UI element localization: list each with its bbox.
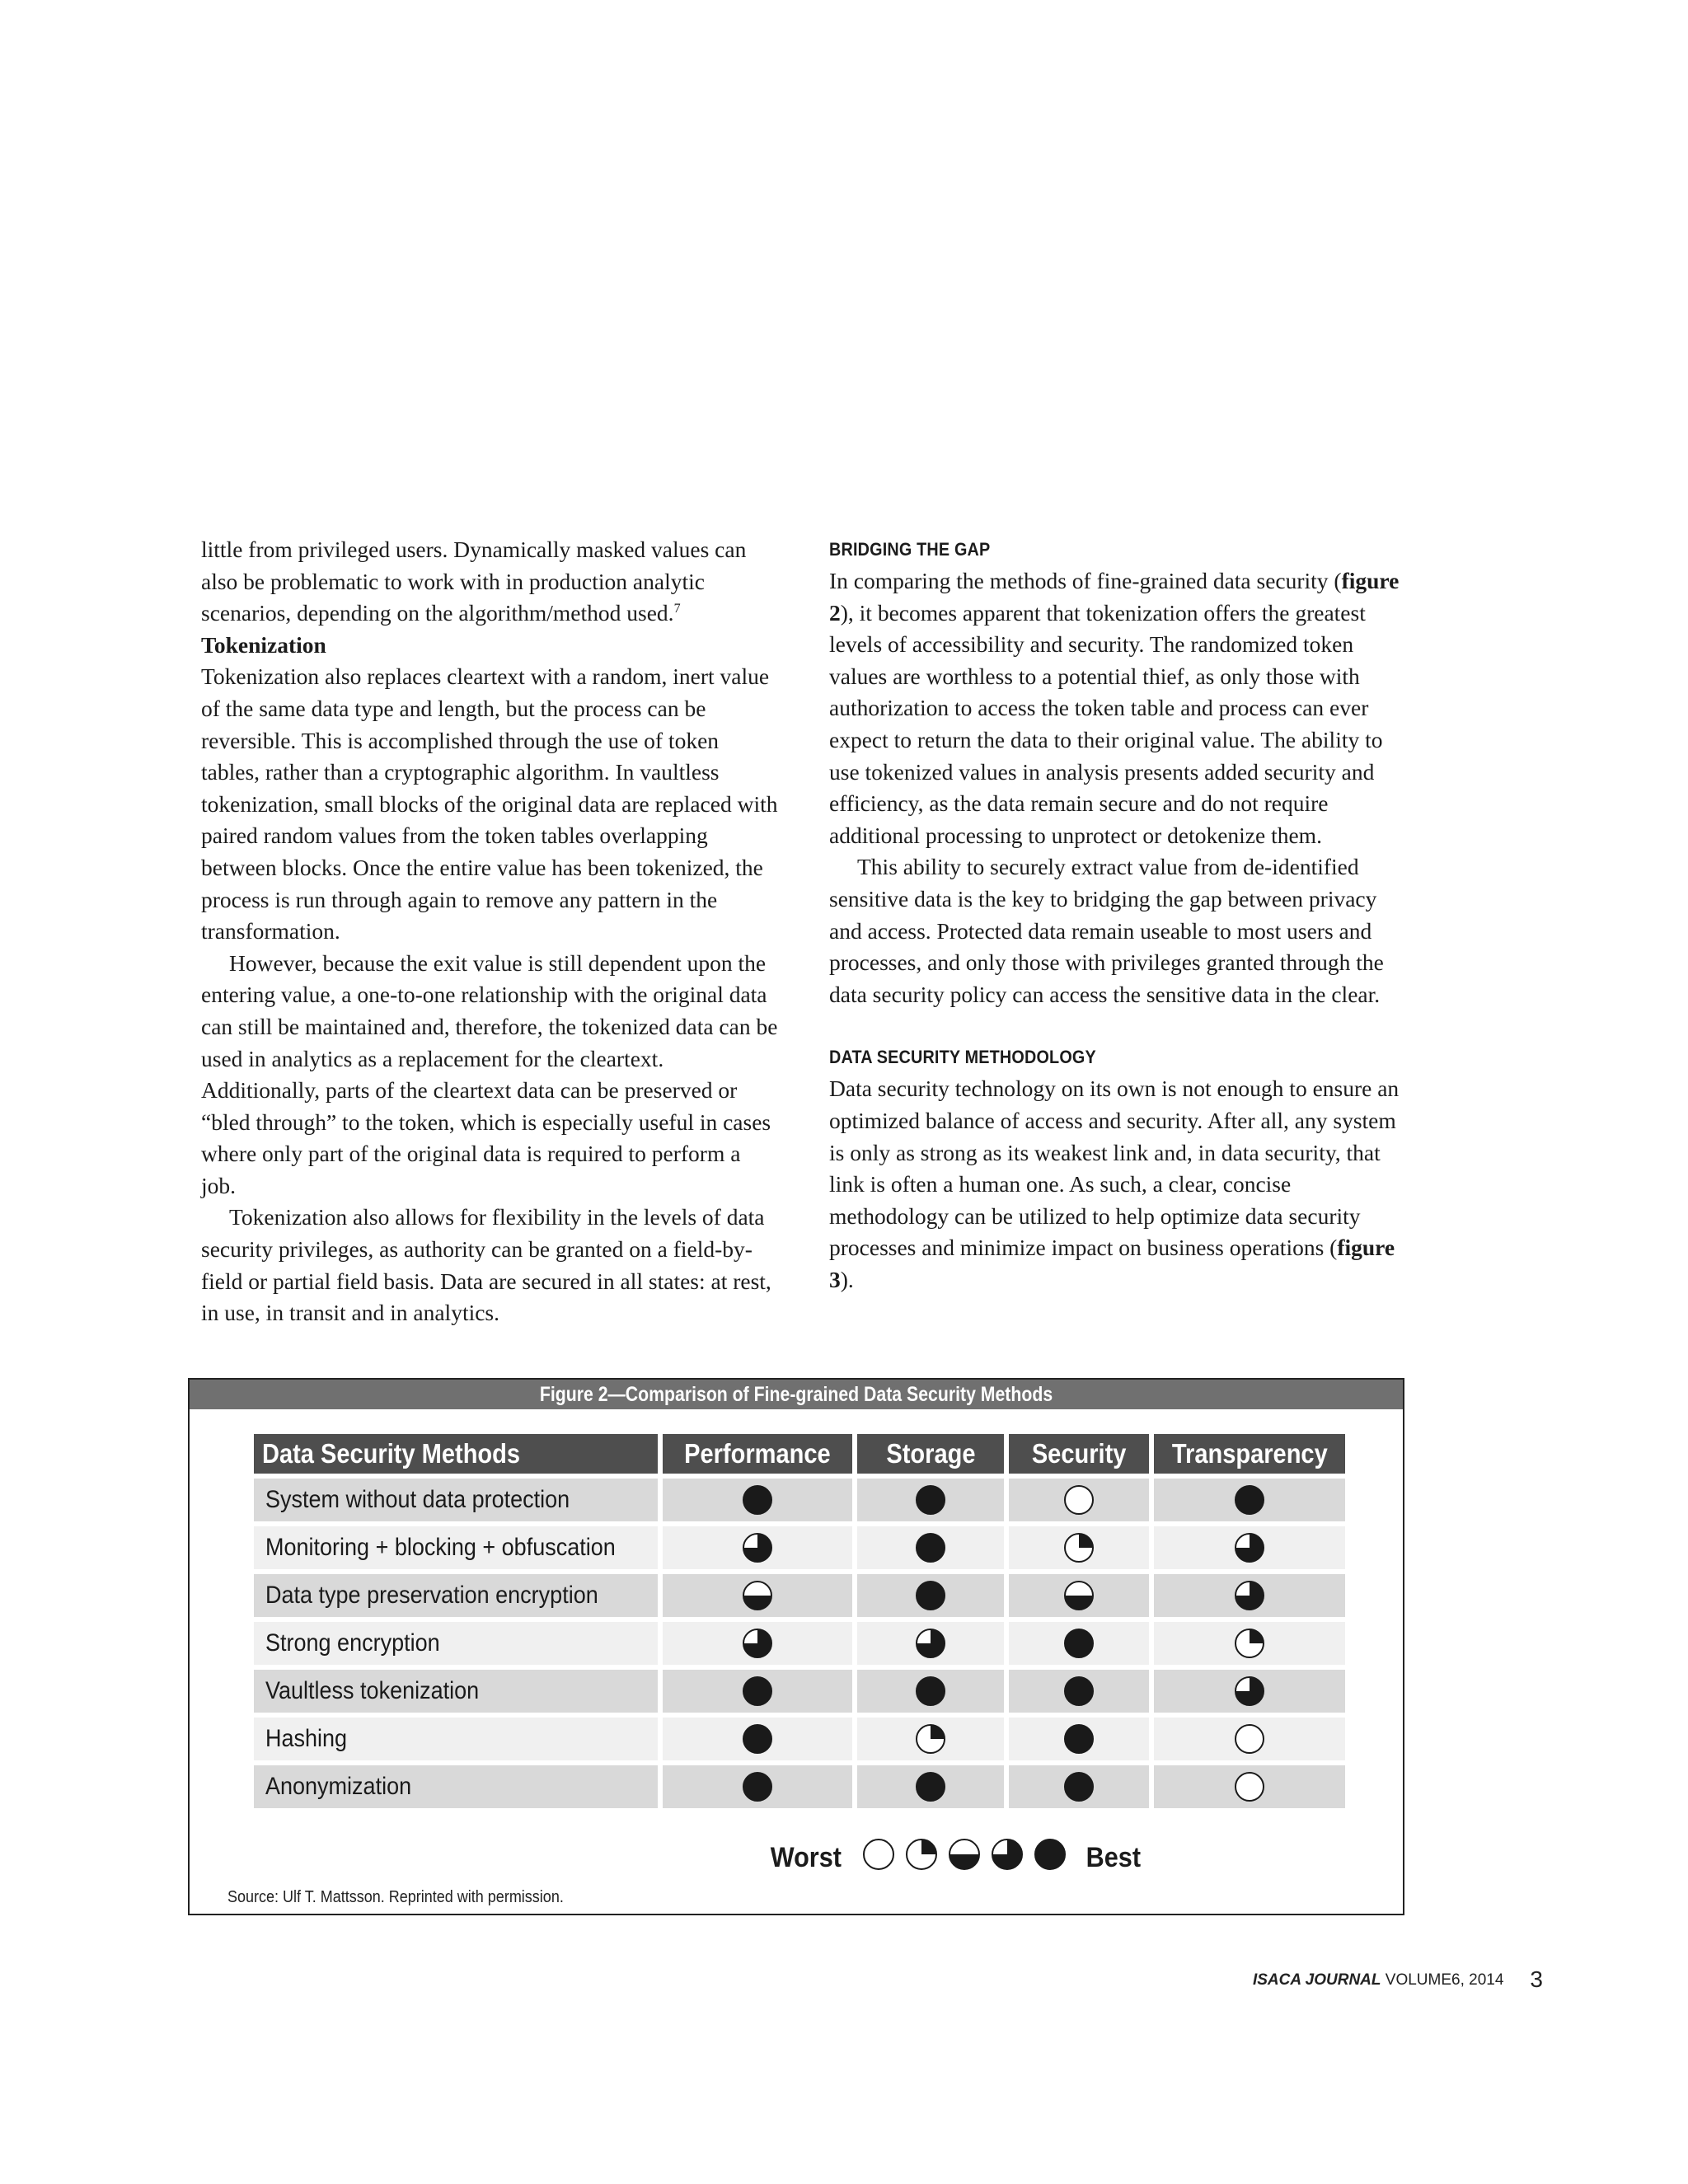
rating-cell — [663, 1479, 852, 1521]
harvey-ball-icon — [1234, 1580, 1265, 1611]
harvey-ball-icon — [915, 1771, 946, 1802]
rating-cell — [1154, 1622, 1345, 1665]
column-header: Data Security Methods — [254, 1434, 658, 1474]
harvey-ball-icon — [742, 1723, 773, 1755]
harvey-ball-icon — [1063, 1580, 1095, 1611]
rating-cell — [1154, 1765, 1345, 1808]
rating-cell — [1009, 1526, 1149, 1569]
row-label: Anonymization — [254, 1765, 658, 1808]
rating-cell — [857, 1622, 1004, 1665]
harvey-ball-icon — [1234, 1723, 1265, 1755]
rating-legend — [767, 1838, 1143, 1878]
harvey-ball-icon — [1063, 1723, 1095, 1755]
paragraph: little from privileged users. Dynamically masked values can also be problematic to work with in production analytic scenarios, depending on the algorithm/method used.$^7$ — [201, 537, 747, 626]
row-label: Vaultless tokenization — [254, 1670, 658, 1713]
harvey-ball-icon — [991, 1838, 1024, 1871]
harvey-ball-icon — [1234, 1675, 1265, 1707]
rating-cell — [663, 1574, 852, 1617]
paragraph: Tokenization also allows for flexibility in the levels of data security privileges, as authority can be granted on a field-by-field or partial field basis. Data are secured in all states: at rest, in use, in transit and in analytics. — [201, 1204, 771, 1326]
harvey-ball-icon — [742, 1628, 773, 1659]
rating-cell — [1009, 1574, 1149, 1617]
subhead-tokenization: Tokenization — [201, 631, 326, 658]
rating-cell — [857, 1718, 1004, 1760]
page-number: 3 — [1530, 1966, 1543, 1992]
page-footer — [1253, 1966, 1543, 1993]
harvey-ball-icon — [1234, 1628, 1265, 1659]
right-column — [829, 534, 1414, 1296]
harvey-ball-icon — [1063, 1484, 1095, 1516]
paragraph: Data security technology on its own is not enough to ensure an optimized balance of access and security. After all, any system is only as strong as its weakest link and, in data security, that link is often a human one. As such, a clear, concise methodology can be utilized to help optimize data security processes and minimize impact on business operations (figure 3). — [829, 1076, 1400, 1292]
rating-cell — [1009, 1718, 1149, 1760]
harvey-ball-icon — [915, 1532, 946, 1563]
rating-cell — [1154, 1526, 1345, 1569]
section-heading: BRIDGING THE GAP — [829, 539, 991, 560]
rating-cell — [857, 1479, 1004, 1521]
harvey-ball-icon — [915, 1484, 946, 1516]
row-label: Monitoring + blocking + obfuscation — [254, 1526, 658, 1569]
rating-cell — [663, 1622, 852, 1665]
legend-best: Best — [1085, 1842, 1141, 1873]
harvey-ball-icon — [1234, 1771, 1265, 1802]
figure-2 — [188, 1378, 1404, 1915]
journal-name: ISACA JOURNAL — [1252, 1971, 1381, 1989]
paragraph: In comparing the methods of fine-grained data security (figure 2), it becomes apparent that tokenization offers the greatest levels of accessibility and security. The randomized token values are worthless to a potential thief, as only those with authorization to access the token table and process can ever expect to return the data to their original value. The ability to use tokenized values in analysis presents added security and efficiency, as the data remain secure and do not require additional processing to unprotect or detokenize them. — [829, 568, 1400, 848]
rating-cell — [663, 1765, 852, 1808]
legend-worst: Worst — [770, 1842, 842, 1873]
left-column — [201, 534, 778, 1329]
section-heading: DATA SECURITY METHODOLOGY — [829, 1047, 1096, 1068]
paragraph: However, because the exit value is still dependent upon the entering value, a one-to-one relationship with the original data can still be maintained and, therefore, the tokenized data can be used in analytics as a replacement for the cleartext. Additionally, parts of the cleartext data can be preserved or “bled through” to the token, which is especially useful in cases where only part of the original data is required to perform a job. — [201, 949, 778, 1198]
harvey-ball-icon — [1234, 1484, 1265, 1516]
column-header: Transparency — [1154, 1434, 1345, 1474]
row-label: Data type preservation encryption — [254, 1574, 658, 1617]
rating-cell — [1009, 1479, 1149, 1521]
rating-cell — [857, 1765, 1004, 1808]
harvey-ball-icon — [742, 1580, 773, 1611]
harvey-ball-icon — [742, 1771, 773, 1802]
legend-icons — [857, 1838, 1071, 1878]
rating-cell — [1154, 1670, 1345, 1713]
rating-cell — [663, 1526, 852, 1569]
figure-reference: figure 3 — [829, 1235, 1395, 1292]
rating-cell — [663, 1718, 852, 1760]
comparison-table — [254, 1434, 1345, 1808]
harvey-ball-icon — [1063, 1675, 1095, 1707]
figure-reference: figure 2 — [829, 568, 1400, 626]
harvey-ball-icon — [1034, 1838, 1067, 1871]
row-label: Hashing — [254, 1718, 658, 1760]
harvey-ball-icon — [742, 1675, 773, 1707]
footnote-ref: 7 — [673, 602, 681, 616]
rating-cell — [1154, 1574, 1345, 1617]
harvey-ball-icon — [1063, 1532, 1095, 1563]
rating-cell — [1154, 1479, 1345, 1521]
figure-title: Figure 2—Comparison of Fine-grained Data Security Methods — [190, 1380, 1403, 1409]
rating-cell — [1009, 1622, 1149, 1665]
harvey-ball-icon — [915, 1628, 946, 1659]
rating-cell — [1154, 1718, 1345, 1760]
column-header: Storage — [857, 1434, 1004, 1474]
harvey-ball-icon — [905, 1838, 938, 1871]
harvey-ball-icon — [742, 1532, 773, 1563]
harvey-ball-icon — [742, 1484, 773, 1516]
column-header: Security — [1009, 1434, 1149, 1474]
rating-cell — [1009, 1765, 1149, 1808]
column-header: Performance — [663, 1434, 852, 1474]
harvey-ball-icon — [1063, 1771, 1095, 1802]
harvey-ball-icon — [862, 1838, 895, 1871]
harvey-ball-icon — [915, 1675, 946, 1707]
rating-cell — [663, 1670, 852, 1713]
harvey-ball-icon — [1234, 1532, 1265, 1563]
rating-cell — [857, 1526, 1004, 1569]
harvey-ball-icon — [948, 1838, 981, 1871]
figure-source: Source: Ulf T. Mattsson. Reprinted with permission. — [227, 1888, 564, 1906]
harvey-ball-icon — [915, 1723, 946, 1755]
rating-cell — [1009, 1670, 1149, 1713]
harvey-ball-icon — [915, 1580, 946, 1611]
rating-cell — [857, 1670, 1004, 1713]
rating-cell — [857, 1574, 1004, 1617]
journal-volume: VOLUME6, 2014 — [1381, 1971, 1504, 1989]
paragraph: This ability to securely extract value from de-identified sensitive data is the key to bridging the gap between privacy and access. Protected data remain useable to most users and processes, and only those with privileges granted through the data security policy can access the sensitive data in the clear. — [829, 854, 1384, 1007]
paragraph: Tokenization also replaces cleartext with a random, inert value of the same data type and length, but the process can be reversible. This is accomplished through the use of token tables, rather than a cryptographic algorithm. In vaultless tokenization, small blocks of the original data are replaced with paired random values from the token tables overlapping between blocks. Once the entire value has been tokenized, the process is run through again to remove any pattern in the transformation. — [201, 663, 778, 944]
row-label: System without data protection — [254, 1479, 658, 1521]
harvey-ball-icon — [1063, 1628, 1095, 1659]
row-label: Strong encryption — [254, 1622, 658, 1665]
